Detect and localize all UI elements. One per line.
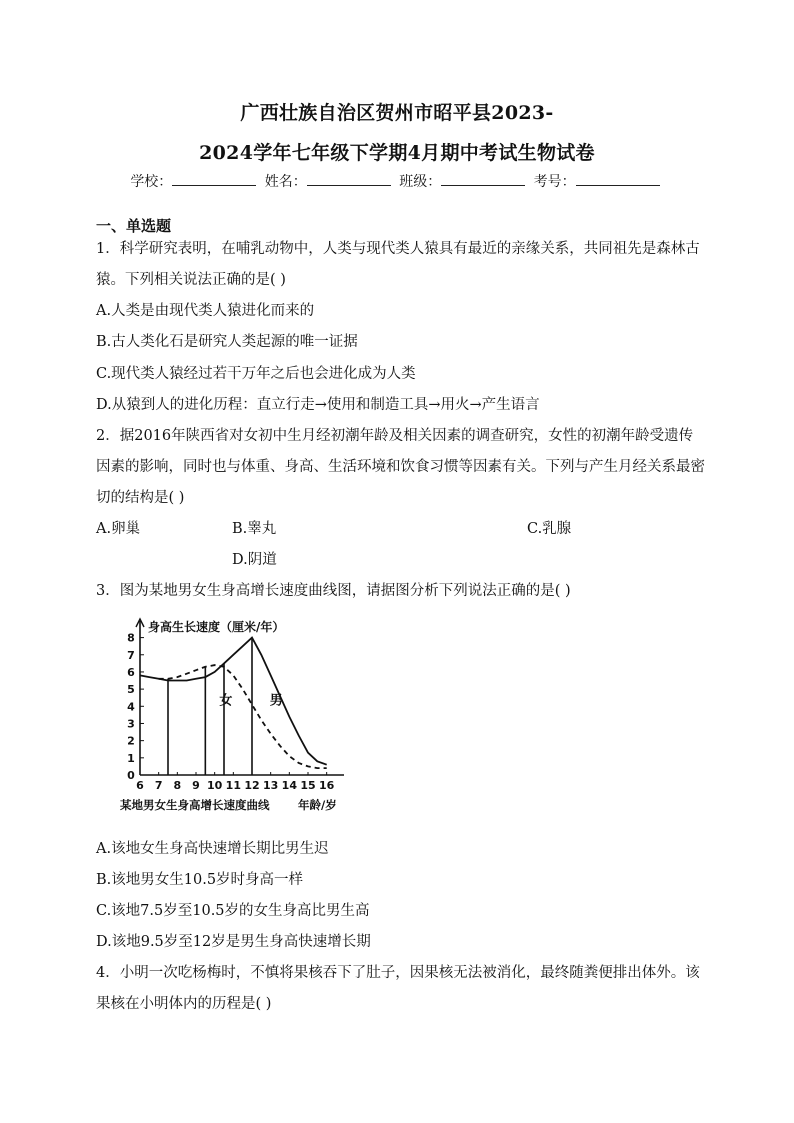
class-label: 班级：	[399, 174, 442, 190]
x-tick-label: 13	[263, 779, 279, 792]
exam-title-line1: 广西壮族自治区贺州市昭平县2023-	[240, 102, 554, 124]
question-3-option-d[interactable]: D.该地9.5岁至12岁是男生身高快速增长期	[96, 934, 371, 950]
x-tick-label: 15	[300, 779, 316, 792]
question-1-stem: 1．科学研究表明，在哺乳动物中，人类与现代类人猿具有最近的亲缘关系，共同祖先是森林古猿。下列相关说法正确的是( )	[96, 241, 700, 288]
exam-number-label: 考号：	[533, 174, 576, 190]
chart-title: 身高生长速度（厘米/年）	[148, 620, 285, 634]
x-tick-label: 10	[207, 779, 223, 792]
y-tick-label: 5	[127, 683, 135, 697]
exam-title-line2: 2024学年七年级下学期4月期中考试生物试卷	[199, 142, 595, 164]
name-field[interactable]	[307, 171, 391, 186]
question-1-option-a[interactable]: A.人类是由现代类人猿进化而来的	[96, 303, 315, 319]
x-tick-label: 12	[244, 779, 260, 792]
exam-number-field[interactable]	[576, 171, 660, 186]
y-tick-label: 2	[127, 734, 135, 748]
x-tick-label: 11	[225, 779, 241, 792]
section-title: 一、单选题	[96, 217, 172, 235]
y-tick-label: 1	[127, 751, 135, 765]
x-tick-label: 9	[192, 779, 200, 792]
x-axis-label: 年龄/岁	[298, 798, 337, 812]
question-3-option-b[interactable]: B.该地男女生10.5岁时身高一样	[96, 872, 304, 888]
school-label: 学校：	[130, 174, 173, 190]
y-tick-label: 7	[127, 648, 135, 662]
series-label: 男	[269, 693, 283, 709]
question-2-option-d[interactable]: D.阴道	[232, 552, 277, 568]
x-tick-label: 6	[136, 779, 144, 792]
series-label: 女	[219, 693, 233, 709]
x-tick-label: 7	[154, 779, 163, 792]
chart-caption: 某地男女生身高增长速度曲线	[120, 798, 270, 812]
x-tick-label: 16	[319, 779, 335, 792]
y-tick-label: 4	[127, 700, 135, 714]
question-1-option-b[interactable]: B.古人类化石是研究人类起源的唯一证据	[96, 334, 358, 350]
question-2-option-a[interactable]: A.卵巢	[96, 521, 141, 537]
x-tick-label: 14	[281, 779, 297, 792]
class-field[interactable]	[441, 171, 525, 186]
question-1-option-c[interactable]: C.现代类人猿经过若干万年之后也会进化成为人类	[96, 366, 416, 382]
y-tick-label: 0	[127, 769, 135, 782]
question-3-option-c[interactable]: C.该地7.5岁至10.5岁的女生身高比男生高	[96, 903, 370, 919]
y-tick-label: 3	[127, 717, 135, 731]
question-4-stem: 4．小明一次吃杨梅时，不慎将果核吞下了肚子，因果核无法被消化，最终随粪便排出体外。该果核在小明体内的历程是( )	[96, 965, 700, 1012]
school-field[interactable]	[172, 171, 256, 186]
height-growth-chart	[112, 615, 354, 820]
question-1-option-d[interactable]: D.从猿到人的进化历程：直立行走→使用和制造工具→用火→产生语言	[96, 397, 540, 413]
question-3-option-a[interactable]: A.该地女生身高快速增长期比男生迟	[96, 841, 329, 857]
question-2-option-b[interactable]: B.睾丸	[232, 521, 277, 537]
x-tick-label: 8	[173, 779, 182, 792]
y-tick-label: 8	[127, 631, 135, 645]
question-2-option-c[interactable]: C.乳腺	[527, 521, 572, 537]
question-3-stem: 3．图为某地男女生身高增长速度曲线图，请据图分析下列说法正确的是( )	[96, 583, 571, 599]
y-tick-label: 6	[127, 665, 135, 679]
question-2-stem: 2．据2016年陕西省对女初中生月经初潮年龄及相关因素的调查研究，女性的初潮年龄受遗传因素的影响，同时也与体重、身高、生活环境和饮食习惯等因素有关。下列与产生月经关系最密切的结构是( )	[96, 428, 705, 506]
student-info-line	[0, 171, 794, 191]
name-label: 姓名：	[264, 174, 307, 190]
